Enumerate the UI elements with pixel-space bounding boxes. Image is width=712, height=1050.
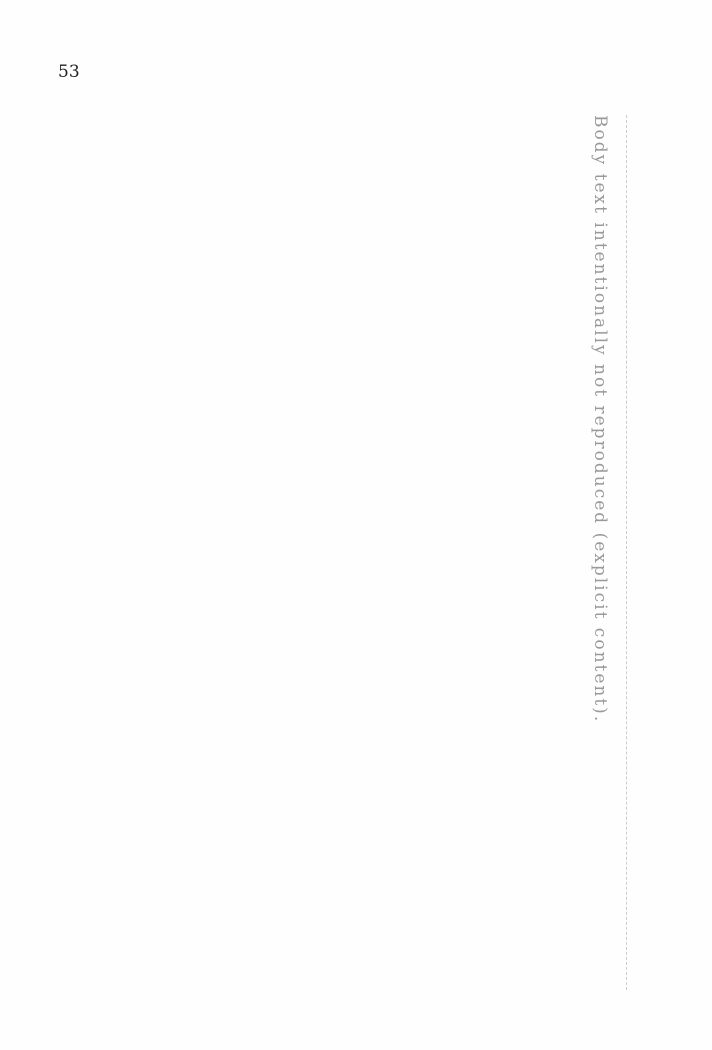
page-number: 53 bbox=[58, 62, 80, 82]
body-text-redacted bbox=[85, 115, 627, 990]
redacted-note: Body text intentionally not reproduced (explicit content). bbox=[572, 115, 627, 990]
